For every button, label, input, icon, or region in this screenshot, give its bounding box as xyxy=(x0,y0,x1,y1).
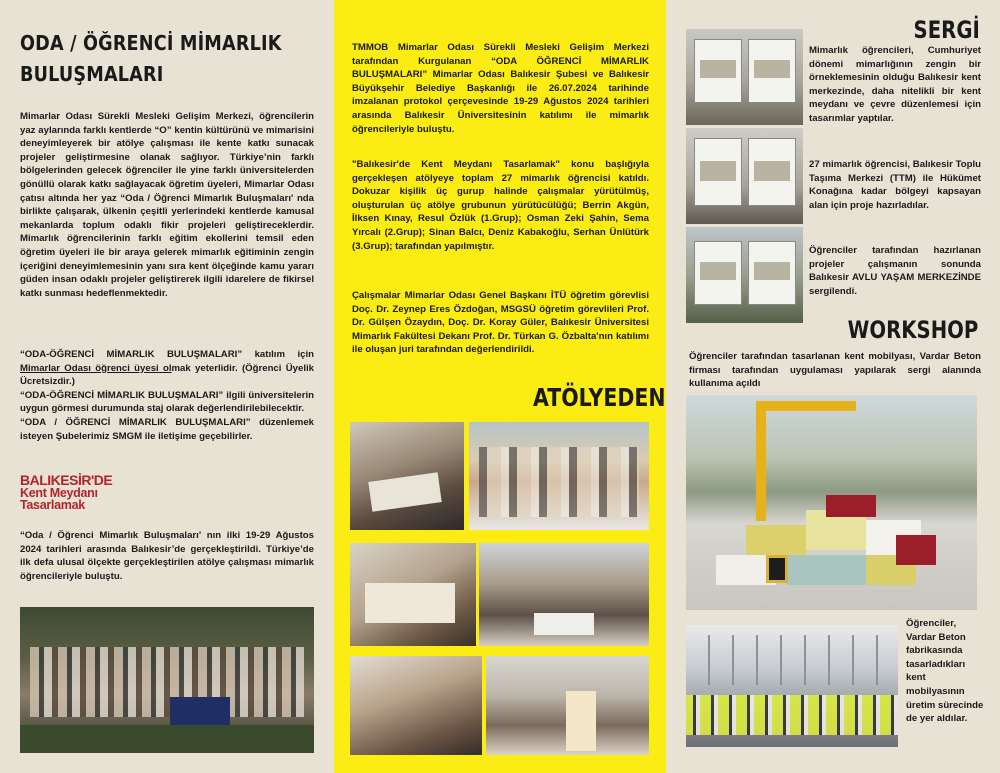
exhibition-photo-3 xyxy=(686,227,803,323)
factory-photo xyxy=(686,625,898,747)
sergi-heading: SERGİ xyxy=(913,16,980,44)
intro-paragraph: Mimarlar Odası Sürekli Mesleki Gelişim Merkezi, öğrencilerin yaz aylarında farklı kentlerde “O” kentin kültürünü ve mimarisini deneyimleyerek bir atölye çalışması ile kente katkı sunacak projeler geliştirmesine olanak sağlıyor. Türkiye’nin farklı bölgelerinden gelecek öğrenciler ile yine farklı üniversitelerden gönüllü olarak katkı sağlayacak öğretim üyeleri, Mimarlar Odası çatısı altında her yaz “Oda / Öğrenci Mimarlık Buluşmaları' nda birlikte çalışarak, ülkenin çeşitli yerlerindeki kentlerde kamusal mekanlarda toplum odaklı fikir projeleri geliştireceklerdir. Mimarlık öğrencilerinin farklı eğitim ekollerini temsil eden öğretim üyeleri ile bir araya gelerek mimarlık eğitiminin zengin içeriğini deneyimlemesinin yanı sıra kent ölçeğinde kamu yararı güden insan odaklı projeler geliştirerek ilgili idarelere de fikirsel katkı sunması hedeflenmektedir. xyxy=(20,111,314,299)
exhibition-venue: AVLU YAŞAM MERKEZİNDE xyxy=(851,272,981,284)
atolye-heading: ATÖLYEDEN xyxy=(533,383,666,412)
workshop-photo-6 xyxy=(486,656,649,755)
workshop-photo-1 xyxy=(350,422,464,530)
workshop-photo-5 xyxy=(350,656,482,755)
urban-furniture-photo xyxy=(686,395,977,610)
protocol-paragraph: TMMOB Mimarlar Odası Sürekli Mesleki Gelişim Merkezi tarafından Kurgulanan “ODA ÖĞRENCİ MİMARLIK BULUŞMALARI” Mimarlar Odası Balıkesir Şubesi ve Balıkesir Büyükşehir Belediye Başkanlığı ile 26.07.2024 tarihinde imzalanan protokol çerçevesinde 19-29 Ağustos 2024 tarihleri arasında Balıkesir Üniversitesinin katılımı ile mimarlık öğrencileriyle buluştu. xyxy=(352,42,649,135)
workshop-heading: WORKSHOP xyxy=(847,316,978,344)
membership-text-a: “ODA-ÖĞRENCİ MİMARLIK BULUŞMALARI” katılım için xyxy=(20,349,314,360)
event-logo xyxy=(20,474,130,512)
exhibition-board xyxy=(748,138,796,206)
exhibition-paragraph-2: 27 mimarlık öğrencisi, Balıkesir Toplu Taşıma Merkezi (TTM) ile Hükümet Konağına kadar bölgeyi kapsayan alan için proje hazırladılar. xyxy=(809,159,981,211)
workshop-groups-paragraph: "Balıkesir'de Kent Meydanı Tasarlamak" konu başlığıyla gerçekleşen atölyeye toplam 27 mimarlık öğrencisi katıldı. Dokuzar kişilik üç gurup halinde çalışmalar yürütülmüş, oluşturulan üç atölye grubunun yürütücülüğü; Berrin Akgün, İlksen Kınay, Resul Özlük (1.Grup); Osman Zeki Şahin, Sema Yırcalı (2.Grup); Sinan Balcı, Deniz Kabakoğlu, Serhan Ünlütürk (3.Grup); tarafından yapılmıştır. xyxy=(352,159,649,252)
exhibition-board xyxy=(748,39,796,103)
exhibition-board xyxy=(694,138,742,206)
closing-paragraph: “Oda / Öğrenci Mimarlık Buluşmaları' nın ilki 19-29 Ağustos 2024 tarihleri arasında Balıkesir’de gerçekleştirildi. Türkiye’de ilk defa ulusal ölçekte gerçekleştirilen atölye çalışması mimarlık öğrencileriyle buluştu. xyxy=(20,530,314,582)
exhibition-board xyxy=(748,241,796,305)
logo-line-3: Tasarlamak xyxy=(20,498,85,512)
title-line-2: BULUŞMALARI xyxy=(20,62,164,86)
internship-paragraph: “ODA-ÖĞRENCİ MİMARLIK BULUŞMALARI” ilgili üniversitelerin uygun görmesi durumunda staj olarak değerlendirilebilecektir. xyxy=(20,389,314,415)
logo-line-2: Kent Meydanı xyxy=(20,485,98,500)
exhibition-text-c: sergilendi. xyxy=(809,285,857,297)
exhibition-photo-2 xyxy=(686,128,803,224)
exhibition-board xyxy=(694,241,742,305)
participation-info xyxy=(20,348,314,443)
exhibition-text-a: Öğrenciler tarafından hazırlanan projeler çalışmanın sonunda Balıkesir xyxy=(809,245,981,284)
exhibition-paragraph-1: Mimarlık öğrencileri, Cumhuriyet dönemi mimarlığının zengin bir örneklemesinin olduğu Balıkesir kent merkezinde, daha nitelikli bir kent meydanı ve çevre düzenlemesi için tasarımlar yaptılar. xyxy=(809,45,981,124)
host-paragraph: “ODA / ÖĞRENCİ MİMARLIK BULUŞMALARI” düzenlemek isteyen Şubelerimiz SMGM ile iletişime geçebilirler. xyxy=(20,416,314,442)
group-photo xyxy=(20,607,314,753)
membership-paragraph xyxy=(20,348,314,389)
workshop-photo-4 xyxy=(479,543,649,646)
exhibition-paragraph-3 xyxy=(809,244,981,298)
title-line-1: ODA / ÖĞRENCİ MİMARLIK xyxy=(20,31,282,55)
page-title xyxy=(20,28,282,90)
exhibition-board xyxy=(694,39,742,103)
workshop-photo-2 xyxy=(469,422,649,530)
workshop-paragraph-1: Öğrenciler tarafından tasarlanan kent mobilyası, Vardar Beton firması tarafından uygulaması yapılarak sergi alanında kullanıma açıldı xyxy=(689,351,981,390)
workshop-paragraph-2: Öğrenciler, Vardar Beton fabrikasında tasarladıkları kent mobilyasının üretim sürecinde de yer aldılar. xyxy=(906,618,984,725)
membership-text-b: mak yeterlidir. (Öğrenci Üyelik Ücretsizdir.) xyxy=(20,362,314,388)
workshop-photo-3 xyxy=(350,543,476,646)
logo-line-1: BALIKESİR'DE xyxy=(20,472,113,488)
exhibition-photo-1 xyxy=(686,29,803,125)
jury-paragraph: Çalışmalar Mimarlar Odası Genel Başkanı İTÜ öğretim görevlisi Doç. Dr. Zeynep Eres Özdoğan, MSGSÜ öğretim görevlileri Prof. Dr. Gülşen Özaydın, Doç. Dr. Koray Güler, Balıkesir Üniversitesi Mimarlık Fakültesi Dekanı Prof. Dr. Türkan G. Özbalta'nın katılımı ile oluşan juri tarafından değerlendirildi. xyxy=(352,290,649,356)
membership-link[interactable]: Mimarlar Odası öğrenci üyesi ol xyxy=(20,362,172,374)
